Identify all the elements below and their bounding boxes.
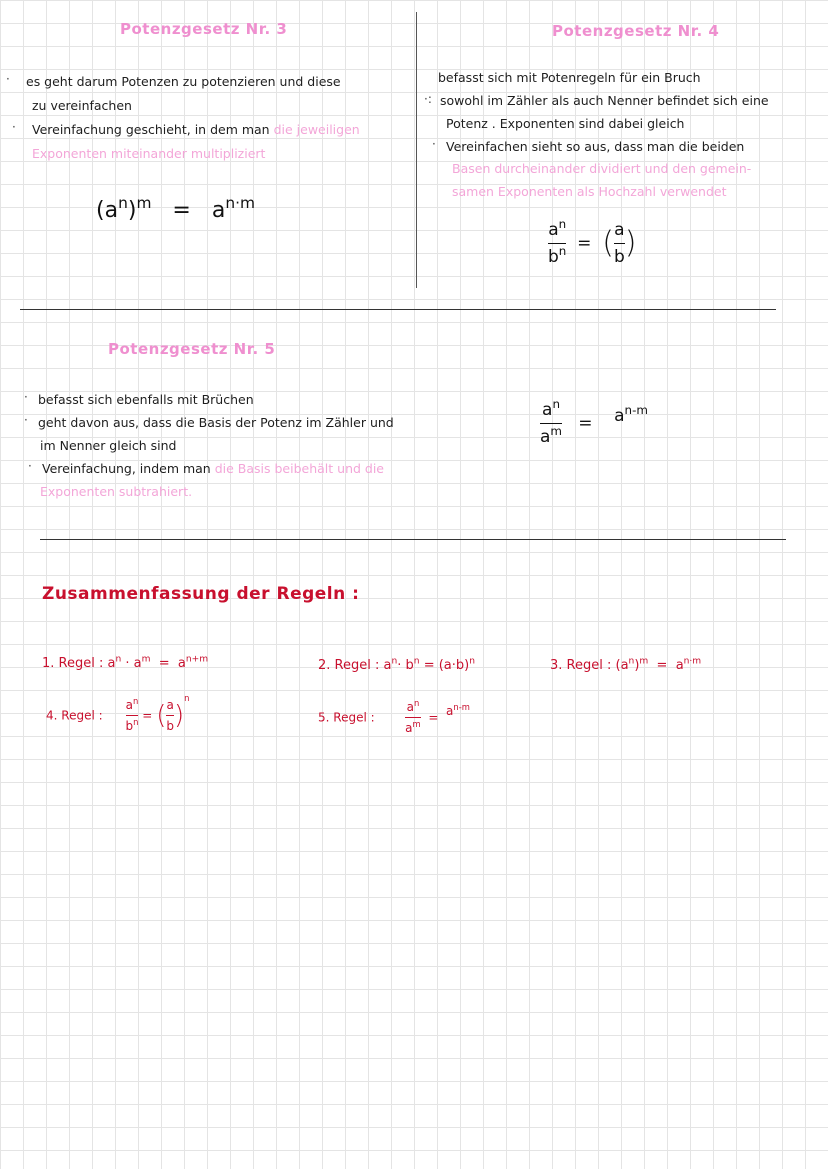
formula-equals: = (578, 413, 593, 434)
section4-line3: Potenz . Exponenten sind dabei gleich (446, 116, 685, 131)
right-paren: ) (624, 225, 637, 261)
denominator-exp: n (558, 243, 567, 258)
summary-heading: Zusammenfassung der Regeln : (42, 584, 360, 604)
formula-paren: ) (127, 198, 137, 223)
rule-dot: · (125, 656, 130, 671)
section5-line4-highlight: die Basis beibehält und die (214, 461, 384, 476)
section3-line2: zu vereinfachen (32, 98, 132, 113)
numerator: a (406, 700, 414, 714)
rule3 (550, 658, 701, 673)
rule-result: a (675, 658, 684, 673)
bullet: · (12, 120, 16, 134)
rule-term: a (383, 658, 392, 673)
denominator: b (125, 719, 134, 733)
rule-exp: m (141, 654, 151, 665)
rule-equals: = (428, 710, 439, 725)
formula-exp: n·m (225, 193, 255, 212)
denominator: b (548, 247, 559, 267)
left-paren: ( (156, 700, 167, 731)
numerator: a (125, 698, 134, 712)
rule-label: 5. Regel : (318, 710, 375, 725)
rule-fraction (405, 697, 421, 735)
numerator: a (548, 220, 559, 240)
rule-fraction (166, 698, 174, 733)
rule4 (46, 693, 190, 733)
formula-exp: n (118, 193, 128, 212)
rule-term: (a (615, 658, 629, 673)
rule1 (42, 656, 208, 671)
denominator: a (540, 427, 551, 447)
section4-formula (548, 216, 637, 267)
section5-line4-text: Vereinfachung, indem man (42, 461, 215, 476)
rule-label: 2. Regel : (318, 658, 380, 673)
bullet: · (24, 390, 28, 404)
formula-result: a (614, 405, 625, 426)
section3-line4: Exponenten miteinander multipliziert (32, 146, 266, 161)
fraction-bar (166, 715, 174, 716)
section5-line3: im Nenner gleich sind (40, 438, 177, 453)
section5-line1: befasst sich ebenfalls mit Brüchen (38, 392, 254, 407)
denominator: a (405, 721, 413, 735)
bullet: · (28, 459, 32, 473)
rule5 (318, 697, 470, 735)
section5-formula (540, 396, 648, 447)
section3-line3-text: Vereinfachung geschieht, in dem man (32, 122, 274, 137)
formula-equals: = (172, 198, 191, 223)
rule-equals: = (158, 656, 170, 671)
rule-exp: n (628, 656, 635, 667)
section4-title: Potenzgesetz Nr. 4 (552, 22, 720, 40)
numerator-exp: n (413, 697, 420, 708)
denominator-exp: n (133, 716, 139, 727)
rule-result: a (446, 704, 454, 718)
fraction-bar (126, 715, 139, 716)
rule2 (318, 658, 475, 673)
rule-exp: n·m (683, 656, 702, 667)
rule-term: a (133, 656, 142, 671)
denominator: b (613, 247, 625, 267)
section4-line1: befasst sich mit Potenregeln für ein Bruch (438, 70, 701, 85)
rule-exp: n (184, 693, 190, 703)
section5-title: Potenzgesetz Nr. 5 (108, 340, 276, 358)
section3-formula (96, 193, 255, 223)
numerator: a (542, 400, 553, 420)
rule-term: b (405, 658, 414, 673)
formula-base: (a (96, 198, 119, 223)
rule-exp: n (413, 656, 420, 667)
bullet: · (6, 72, 10, 86)
section3-title: Potenzgesetz Nr. 3 (120, 20, 288, 38)
rule-equals: = (656, 658, 668, 673)
bullet: · (24, 413, 28, 427)
denominator-exp: m (550, 423, 563, 438)
rule-paren: ) (634, 658, 640, 673)
section4-line6: samen Exponenten als Hochzahl verwendet (452, 184, 727, 199)
section5-line4 (42, 461, 384, 476)
rule-exp: n (115, 654, 122, 665)
rule-term: a (107, 656, 116, 671)
numerator: a (614, 220, 625, 240)
bullet: ·: (424, 92, 432, 106)
section3-line1: es geht darum Potenzen zu potenzieren und diese (26, 74, 341, 89)
formula-exp: n-m (624, 402, 648, 417)
denominator: b (166, 719, 174, 733)
section4-line5: Basen durcheinander dividiert und den gemein- (452, 161, 752, 176)
denominator-exp: m (412, 718, 421, 729)
numerator-exp: n (133, 695, 139, 706)
rule-result: (a·b) (438, 658, 470, 673)
rule-fraction (125, 695, 139, 733)
left-paren: ( (602, 225, 614, 261)
right-paren: ) (173, 700, 185, 731)
section4-line4: Vereinfachen sieht so aus, dass man die beiden (446, 139, 745, 154)
rule-exp: n+m (185, 654, 209, 665)
formula-fraction (548, 216, 567, 267)
formula-equals: = (577, 233, 592, 254)
rule-exp: n (469, 656, 475, 667)
rule-equals: = (142, 708, 153, 723)
horizontal-divider (20, 309, 776, 310)
vertical-divider (416, 12, 417, 288)
formula-exp: m (136, 193, 152, 212)
section3-line3-highlight: die jeweiligen (273, 122, 360, 137)
formula-result: a (211, 198, 226, 223)
section5-line2: geht davon aus, dass die Basis der Potenz im Zähler und (38, 415, 394, 430)
rule-exp: n-m (453, 701, 470, 712)
section5-line5: Exponenten subtrahiert. (40, 484, 193, 499)
formula-fraction (614, 220, 625, 267)
rule-equals: = (423, 658, 435, 673)
rule-label: 4. Regel : (46, 708, 103, 723)
rule-result: a (177, 656, 186, 671)
horizontal-divider (40, 539, 786, 540)
numerator-exp: n (552, 396, 560, 411)
rule-label: 3. Regel : (550, 658, 612, 673)
fraction-bar (614, 243, 625, 244)
bullet: · (432, 137, 436, 151)
section3-line3 (32, 122, 360, 137)
rule-exp: m (639, 656, 649, 667)
numerator: a (166, 698, 174, 712)
rule-exp: n (391, 656, 398, 667)
formula-fraction (540, 396, 563, 447)
numerator-exp: n (558, 216, 567, 231)
rule-dot: · (397, 658, 402, 673)
section4-line2: sowohl im Zähler als auch Nenner befindet sich eine (440, 93, 769, 108)
fraction-bar (405, 717, 421, 718)
rule-label: 1. Regel : (42, 656, 104, 671)
